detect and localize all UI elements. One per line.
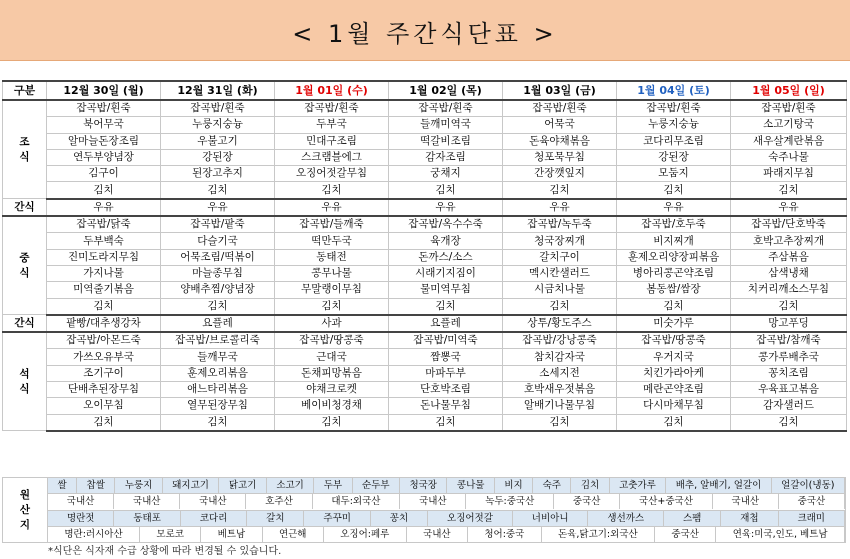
dinner-row [3, 414, 847, 431]
menu-item: 김치 [503, 182, 617, 199]
menu-item: 잡곡밥/팥죽 [161, 216, 275, 233]
menu-item: 들깨무국 [161, 349, 275, 365]
menu-item: 어묵조림/떡볶이 [161, 249, 275, 265]
menu-item: 들깨미역국 [389, 117, 503, 133]
menu-item: 시래기지짐이 [389, 265, 503, 281]
origin-item: 연육:미국,인도, 베트남 [716, 527, 845, 542]
menu-item: 김치 [389, 298, 503, 315]
menu-item: 청국장찌개 [503, 233, 617, 249]
menu-item: 민대구조림 [275, 133, 389, 149]
menu-item: 김치 [503, 298, 617, 315]
origin-item: 중국산 [779, 494, 845, 509]
menu-item: 훈제오리양장피볶음 [617, 249, 731, 265]
header-row [3, 81, 847, 100]
menu-item: 참치감자국 [503, 349, 617, 365]
origin-item: 국내산 [114, 494, 180, 509]
menu-item: 잡곡밥/땅콩죽 [275, 332, 389, 349]
menu-item: 메란곤약조림 [617, 382, 731, 398]
menu-item: 잡곡밥/흰죽 [161, 100, 275, 117]
day-header: 1월 01일 (수) [275, 81, 389, 100]
menu-item: 김치 [275, 182, 389, 199]
menu-item: 두부국 [275, 117, 389, 133]
origin-row [3, 478, 846, 494]
menu-item: 오징어젓갈무침 [275, 166, 389, 182]
origin-item: 김치 [571, 478, 609, 493]
menu-item: 치킨가라아케 [617, 365, 731, 381]
origin-table [2, 477, 846, 543]
menu-item: 김치 [389, 414, 503, 431]
dinner-label: 석 식 [3, 332, 47, 431]
origin-item: 숙주 [533, 478, 571, 493]
menu-item: 사과 [275, 315, 389, 332]
menu-item: 미역줄기볶음 [47, 282, 161, 298]
menu-item: 조기구이 [47, 365, 161, 381]
menu-item: 된장고추지 [161, 166, 275, 182]
menu-item: 호박고추장찌개 [731, 233, 847, 249]
origin-row [3, 526, 846, 542]
dinner-row [3, 332, 847, 349]
menu-item: 두부백숙 [47, 233, 161, 249]
menu-item: 김치 [389, 182, 503, 199]
menu-item: 멕시칸샐러드 [503, 265, 617, 281]
origin-item: 대두:외국산 [313, 494, 401, 509]
menu-item: 떡만두국 [275, 233, 389, 249]
menu-item: 콩무나물 [275, 265, 389, 281]
menu-item: 가지나물 [47, 265, 161, 281]
menu-item: 잡곡밥/참깨죽 [731, 332, 847, 349]
menu-item: 육개장 [389, 233, 503, 249]
origin-item: 너비아니 [513, 511, 589, 526]
origin-item: 크래미 [779, 511, 845, 526]
snack2-label: 간식 [3, 315, 47, 332]
origin-item: 코다리 [181, 511, 247, 526]
menu-item: 우유 [161, 199, 275, 216]
origin-item: 베트남 [201, 527, 262, 542]
menu-item: 오이무침 [47, 398, 161, 414]
menu-item: 물미역무침 [389, 282, 503, 298]
origin-item: 국산+중국산 [620, 494, 712, 509]
menu-item: 김치 [275, 414, 389, 431]
menu-item: 김치 [731, 414, 847, 431]
menu-item: 파래지무침 [731, 166, 847, 182]
menu-item: 새우살계란볶음 [731, 133, 847, 149]
breakfast-row [3, 117, 847, 133]
menu-item: 잡곡밥/호두죽 [617, 216, 731, 233]
day-header: 1월 03일 (금) [503, 81, 617, 100]
menu-item: 청포묵무침 [503, 149, 617, 165]
breakfast-row [3, 166, 847, 182]
lunch-row [3, 282, 847, 298]
day-header: 1월 05일 (일) [731, 81, 847, 100]
menu-item: 김치 [731, 182, 847, 199]
lunch-label: 중 식 [3, 216, 47, 315]
menu-item: 훈제오리볶음 [161, 365, 275, 381]
origin-item: 국내산 [713, 494, 779, 509]
page-title: < 1월 주간식단표 > [292, 20, 558, 48]
menu-item: 잡곡밥/옥수수죽 [389, 216, 503, 233]
menu-item: 잡곡밥/흰죽 [47, 100, 161, 117]
menu-item: 잡곡밥/땅콩죽 [617, 332, 731, 349]
menu-item: 돈까스/소스 [389, 249, 503, 265]
menu-item: 잡곡밥/녹두죽 [503, 216, 617, 233]
footnote: *식단은 식자재 수급 상황에 따라 변경될 수 있습니다. [48, 546, 282, 557]
menu-item: 갈치구이 [503, 249, 617, 265]
menu-item: 코다리무조림 [617, 133, 731, 149]
menu-item: 김치 [161, 414, 275, 431]
breakfast-label: 조 식 [3, 100, 47, 199]
menu-item: 상투/황도주스 [503, 315, 617, 332]
menu-item: 잡곡밥/들깨죽 [275, 216, 389, 233]
origin-item: 소고기 [267, 478, 314, 493]
menu-item: 잡곡밥/흰죽 [503, 100, 617, 117]
menu-item: 김치 [275, 298, 389, 315]
origin-item: 얼갈이(냉동) [772, 478, 845, 493]
menu-item: 짬뽕국 [389, 349, 503, 365]
menu-item: 단배추된장무침 [47, 382, 161, 398]
menu-item: 궁채지 [389, 166, 503, 182]
origin-item: 명란:러시아산 [48, 527, 140, 542]
menu-table [2, 80, 847, 432]
menu-item: 우유 [503, 199, 617, 216]
origin-item: 찹쌀 [77, 478, 115, 493]
menu-item: 단호박조림 [389, 382, 503, 398]
dinner-row [3, 398, 847, 414]
menu-item: 동태전 [275, 249, 389, 265]
menu-item: 돈나물무침 [389, 398, 503, 414]
menu-item: 북어무국 [47, 117, 161, 133]
origin-item: 동태포 [114, 511, 180, 526]
dinner-row [3, 349, 847, 365]
menu-item: 김치 [617, 414, 731, 431]
menu-item: 망고푸딩 [731, 315, 847, 332]
origin-item: 순두부 [353, 478, 400, 493]
menu-item: 열무된장무침 [161, 398, 275, 414]
menu-item: 베이비청경채 [275, 398, 389, 414]
menu-item: 잡곡밥/흰죽 [275, 100, 389, 117]
origin-item: 호주산 [246, 494, 312, 509]
menu-item: 잡곡밥/브로콜리죽 [161, 332, 275, 349]
origin-item: 명란젓 [48, 511, 114, 526]
menu-item: 진미도라지무침 [47, 249, 161, 265]
origin-item: 국내산 [407, 527, 468, 542]
menu-item: 주삼볶음 [731, 249, 847, 265]
breakfast-row [3, 149, 847, 165]
origin-item: 청어:중국 [468, 527, 542, 542]
dinner-row [3, 365, 847, 381]
menu-item: 김치 [161, 182, 275, 199]
menu-item: 우불고기 [161, 133, 275, 149]
menu-item: 치커리깨소스무침 [731, 282, 847, 298]
day-header: 12월 30일 (월) [47, 81, 161, 100]
origin-item: 녹두:중국산 [466, 494, 554, 509]
menu-item: 시금치나물 [503, 282, 617, 298]
origin-item: 연근해 [263, 527, 324, 542]
menu-item: 감자조림 [389, 149, 503, 165]
day-header: 12월 31일 (화) [161, 81, 275, 100]
menu-item: 김치 [503, 414, 617, 431]
origin-item: 고춧가루 [610, 478, 667, 493]
menu-item: 돈채피망볶음 [275, 365, 389, 381]
menu-item: 김치 [731, 298, 847, 315]
snack1-label: 간식 [3, 199, 47, 216]
origin-row [3, 510, 846, 526]
menu-item: 소고기탕국 [731, 117, 847, 133]
menu-item: 봄동쌈/쌈장 [617, 282, 731, 298]
menu-item: 소세지전 [503, 365, 617, 381]
menu-item: 호박새우젓볶음 [503, 382, 617, 398]
origin-item: 두부 [314, 478, 352, 493]
menu-item: 잡곡밥/강낭콩죽 [503, 332, 617, 349]
menu-item: 요플레 [389, 315, 503, 332]
menu-item: 김치 [617, 182, 731, 199]
menu-item: 김치 [617, 298, 731, 315]
menu-item: 잡곡밥/흰죽 [617, 100, 731, 117]
menu-item: 잡곡밥/흰죽 [389, 100, 503, 117]
origin-item: 돈육,닭고기:외국산 [542, 527, 655, 542]
menu-item: 우유 [389, 199, 503, 216]
menu-item: 김치 [47, 414, 161, 431]
origin-item: 갈치 [247, 511, 304, 526]
breakfast-row [3, 182, 847, 199]
menu-item: 스크램블에그 [275, 149, 389, 165]
origin-item: 꽁치 [371, 511, 428, 526]
menu-item: 삼색냉채 [731, 265, 847, 281]
menu-item: 요플레 [161, 315, 275, 332]
lunch-row [3, 265, 847, 281]
lunch-row [3, 233, 847, 249]
menu-item: 미숫가루 [617, 315, 731, 332]
menu-item: 숙주나물 [731, 149, 847, 165]
menu-body [3, 100, 847, 431]
menu-item: 양배추찜/양념장 [161, 282, 275, 298]
origin-item: 배추, 알배기, 얼갈이 [666, 478, 771, 493]
lunch-row [3, 216, 847, 233]
menu-item: 우유 [275, 199, 389, 216]
origin-item: 국내산 [48, 494, 114, 509]
origin-body [3, 478, 846, 543]
menu-item: 감자샐러드 [731, 398, 847, 414]
lunch-row [3, 249, 847, 265]
menu-item: 누룽지숭늉 [617, 117, 731, 133]
origin-item: 스팸 [664, 511, 721, 526]
menu-item: 강된장 [161, 149, 275, 165]
menu-item: 강된장 [617, 149, 731, 165]
menu-item: 우육표고볶음 [731, 382, 847, 398]
menu-item: 잡곡밥/흰죽 [731, 100, 847, 117]
menu-item: 근대국 [275, 349, 389, 365]
menu-item: 꽁치조림 [731, 365, 847, 381]
menu-item: 우유 [47, 199, 161, 216]
menu-item: 우유 [731, 199, 847, 216]
origin-item: 닭고기 [219, 478, 266, 493]
menu-item: 다시마채무침 [617, 398, 731, 414]
origin-item: 중국산 [554, 494, 620, 509]
origin-item: 청국장 [400, 478, 447, 493]
menu-item: 김치 [161, 298, 275, 315]
menu-item: 마늘종무침 [161, 265, 275, 281]
menu-item: 김치 [47, 182, 161, 199]
menu-item: 간장깻잎지 [503, 166, 617, 182]
origin-item: 돼지고기 [163, 478, 220, 493]
menu-item: 잡곡밥/닭죽 [47, 216, 161, 233]
menu-item: 김치 [47, 298, 161, 315]
menu-item: 비지찌개 [617, 233, 731, 249]
snack2-row [3, 315, 847, 332]
header-label: 구분 [3, 81, 47, 100]
origin-row [3, 494, 846, 510]
day-header: 1월 04일 (토) [617, 81, 731, 100]
origin-label: 원 산 지 [3, 478, 48, 543]
lunch-row [3, 298, 847, 315]
origin-item: 누룽지 [115, 478, 162, 493]
menu-item: 잡곡밥/단호박죽 [731, 216, 847, 233]
menu-item: 가쓰오유부국 [47, 349, 161, 365]
menu-item: 김구이 [47, 166, 161, 182]
origin-item: 생선까스 [588, 511, 664, 526]
menu-item: 돈육야채볶음 [503, 133, 617, 149]
menu-item: 모둠지 [617, 166, 731, 182]
origin-item: 비지 [495, 478, 533, 493]
origin-item: 오징어젓갈 [428, 511, 513, 526]
menu-item: 야채크로켓 [275, 382, 389, 398]
origin-item: 콩나물 [447, 478, 494, 493]
origin-item: 재첩 [721, 511, 778, 526]
snack1-row [3, 199, 847, 216]
menu-item: 어묵국 [503, 117, 617, 133]
menu-item: 누룽지숭늉 [161, 117, 275, 133]
menu-item: 잡곡밥/아몬드죽 [47, 332, 161, 349]
menu-item: 떡갈비조림 [389, 133, 503, 149]
menu-item: 우거지국 [617, 349, 731, 365]
menu-item: 무말랭이무침 [275, 282, 389, 298]
breakfast-row [3, 133, 847, 149]
menu-item: 연두부양념장 [47, 149, 161, 165]
day-header: 1월 02일 (목) [389, 81, 503, 100]
menu-item: 알마늘돈장조림 [47, 133, 161, 149]
menu-item: 잡곡밥/미역죽 [389, 332, 503, 349]
dinner-row [3, 382, 847, 398]
origin-item: 모로코 [140, 527, 201, 542]
menu-item: 우유 [617, 199, 731, 216]
menu-item: 콩가루배추국 [731, 349, 847, 365]
menu-item: 애느타리볶음 [161, 382, 275, 398]
title-banner [0, 0, 850, 61]
origin-item: 국내산 [180, 494, 246, 509]
origin-item: 쌀 [48, 478, 77, 493]
origin-item: 국내산 [400, 494, 466, 509]
breakfast-row [3, 100, 847, 117]
menu-item: 마파두부 [389, 365, 503, 381]
origin-item: 오징어:페루 [324, 527, 407, 542]
origin-item: 중국산 [655, 527, 716, 542]
menu-item: 병아리콩곤약조림 [617, 265, 731, 281]
origin-item: 주꾸미 [304, 511, 370, 526]
menu-item: 다슬기국 [161, 233, 275, 249]
menu-item: 팥빵/대추생강차 [47, 315, 161, 332]
menu-item: 알배기나물무침 [503, 398, 617, 414]
